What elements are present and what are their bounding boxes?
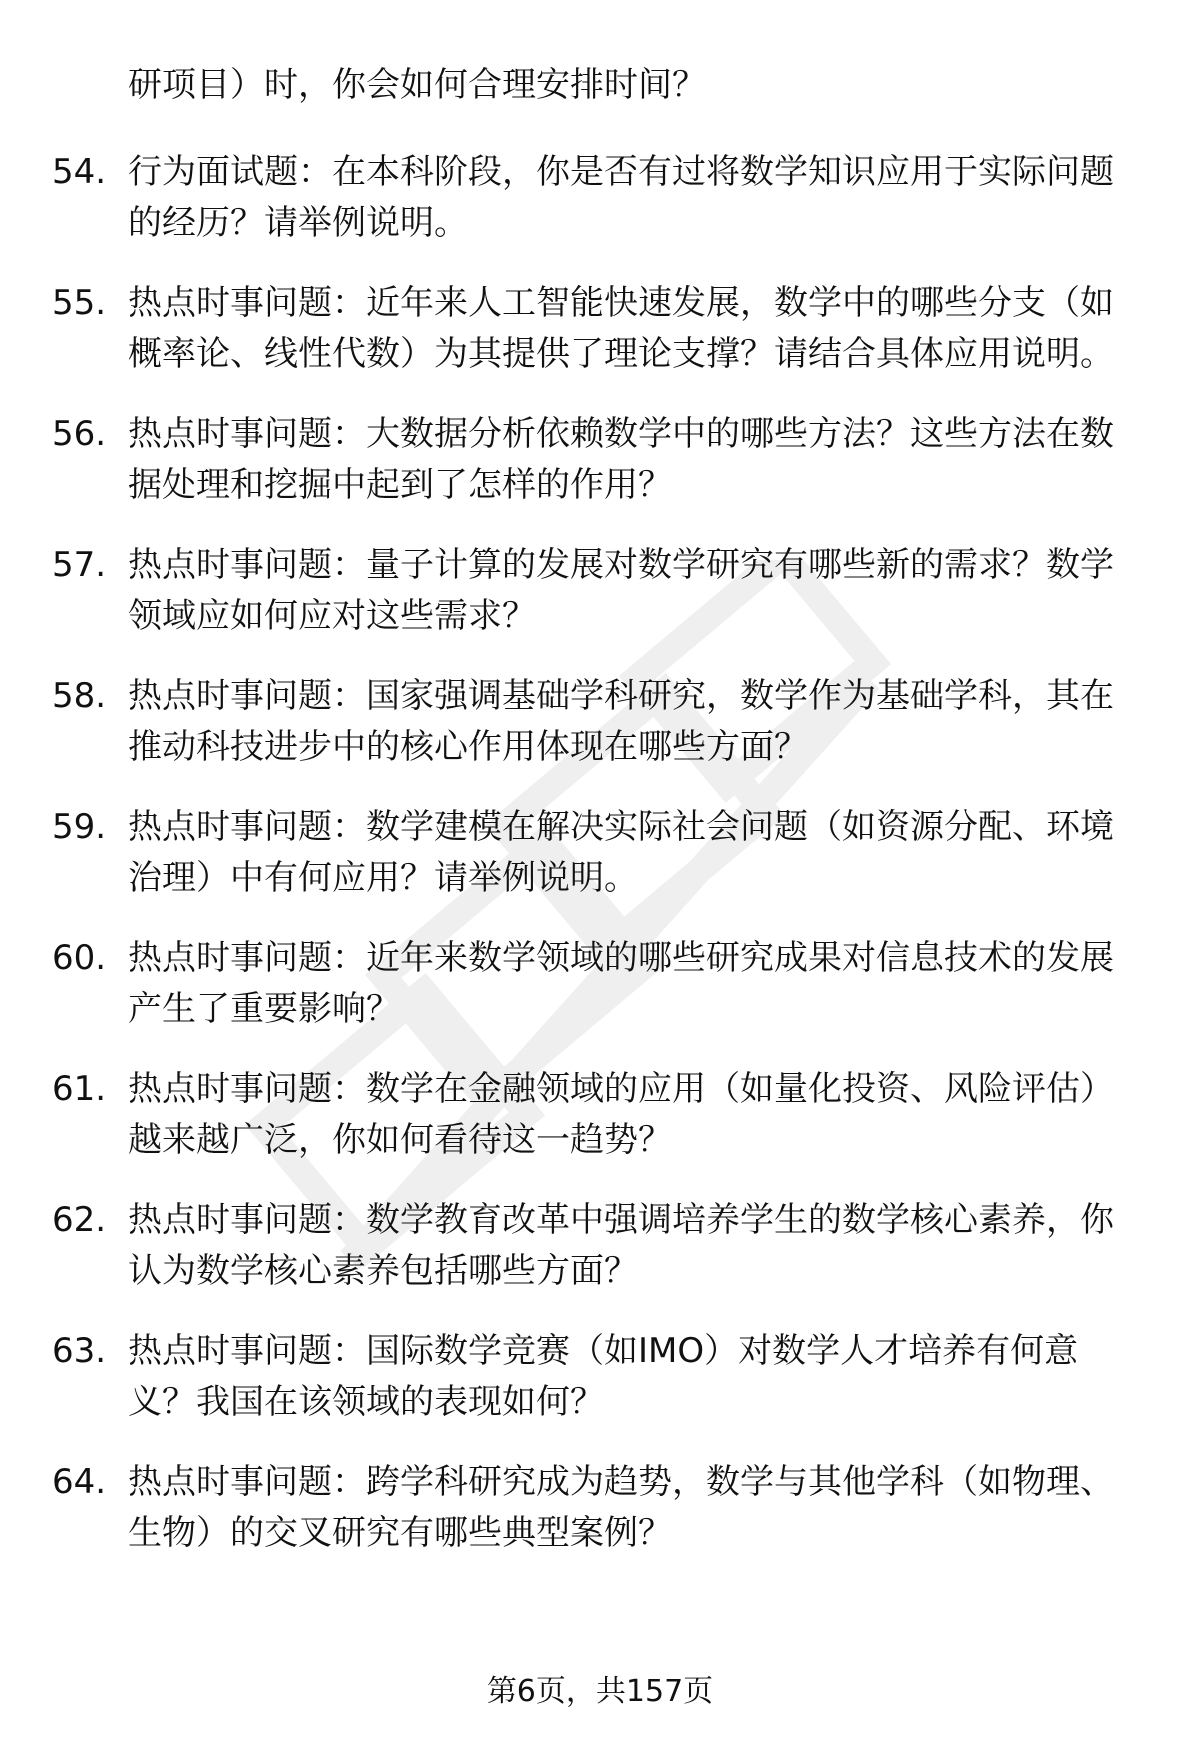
question-text: 热点时事问题：数学教育改革中强调培养学生的数学核心素养，你认为数学核心素养包括哪些方面？ xyxy=(128,1200,1114,1291)
question-number: 61. xyxy=(52,1069,107,1109)
question-text: 热点时事问题：量子计算的发展对数学研究有哪些新的需求？数学领域应如何应对这些需求？ xyxy=(128,545,1114,636)
question-item xyxy=(52,1064,1142,1166)
question-item xyxy=(52,671,1142,773)
question-text: 热点时事问题：国家强调基础学科研究，数学作为基础学科，其在推动科技进步中的核心作用体现在哪些方面？ xyxy=(128,676,1114,767)
question-text: 热点时事问题：跨学科研究成为趋势，数学与其他学科（如物理、生物）的交叉研究有哪些典型案例？ xyxy=(128,1462,1114,1553)
question-item xyxy=(52,1195,1142,1297)
question-number: 59. xyxy=(52,807,107,847)
question-item xyxy=(52,933,1142,1035)
question-text: 热点时事问题：近年来人工智能快速发展，数学中的哪些分支（如概率论、线性代数）为其提供了理论支撑？请结合具体应用说明。 xyxy=(128,283,1114,374)
question-text: 行为面试题：在本科阶段，你是否有过将数学知识应用于实际问题的经历？请举例说明。 xyxy=(128,152,1114,243)
page-footer: 第6页，共157页 xyxy=(486,1674,714,1709)
question-number: 56. xyxy=(52,414,107,454)
question-item xyxy=(52,802,1142,904)
question-number: 64. xyxy=(52,1462,107,1502)
question-number: 55. xyxy=(52,283,107,323)
question-number: 57. xyxy=(52,545,107,585)
question-item xyxy=(52,147,1142,249)
question-text: 热点时事问题：国际数学竞赛（如IMO）对数学人才培养有何意义？我国在该领域的表现如何？ xyxy=(128,1331,1079,1422)
question-number: 62. xyxy=(52,1200,107,1240)
question-number: 58. xyxy=(52,676,107,716)
question-number: 63. xyxy=(52,1331,107,1371)
question-item xyxy=(52,409,1142,511)
question-item xyxy=(52,1326,1142,1428)
question-text: 热点时事问题：近年来数学领域的哪些研究成果对信息技术的发展产生了重要影响？ xyxy=(128,938,1114,1029)
question-item xyxy=(52,540,1142,642)
question-text: 热点时事问题：数学建模在解决实际社会问题（如资源分配、环境治理）中有何应用？请举例说明。 xyxy=(128,807,1114,898)
question-item xyxy=(52,1457,1142,1559)
question-number: 60. xyxy=(52,938,107,978)
question-number: 54. xyxy=(52,152,107,192)
question-text: 热点时事问题：大数据分析依赖数学中的哪些方法？这些方法在数据处理和挖掘中起到了怎样的作用？ xyxy=(128,414,1114,505)
question-text: 热点时事问题：数学在金融领域的应用（如量化投资、风险评估）越来越广泛，你如何看待这一趋势？ xyxy=(128,1069,1114,1160)
continuation-text: 研项目）时，你会如何合理安排时间？ xyxy=(128,65,706,105)
question-list xyxy=(52,147,1142,1588)
question-item xyxy=(52,278,1142,380)
